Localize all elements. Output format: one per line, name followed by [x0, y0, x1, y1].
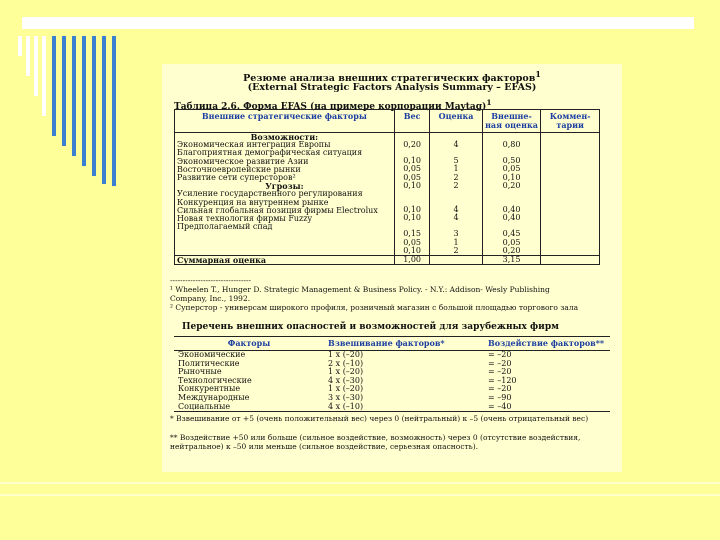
header-weighting: Взвешивание факторов* [324, 337, 484, 351]
table-row: Рыночные 1 x (–20) = –20 [178, 367, 512, 377]
header-impact: Воздействие факторов** [484, 337, 610, 351]
total-label: Суммарная оценка [175, 256, 395, 265]
impact-note: ** Воздействие +50 или больше (сильное воздействие, возможность) через 0 (отсутствие воздействия, нейтральное) к –50 или меньше (сильное воздействие, серьезная опасность). [170, 433, 581, 451]
footnote-1: ¹ Wheelen T., Hunger D. Strategic Management & Business Policy. - N.Y.: Addison- Wesly Publishing Company, Inc., 1992. [170, 285, 550, 303]
foreign-header-row [174, 337, 610, 351]
weight-cell: 0,10 [403, 180, 421, 190]
footnote-rule: -------------------------------- [170, 276, 252, 285]
factor-cell: Новая технология фирмы Fuzzy [177, 214, 312, 224]
factor-cell: Предполагаемый спад [177, 222, 273, 232]
factor-cell: Благоприятная демографическая ситуация [177, 148, 363, 158]
table-row: Политические 2 x (–10) = –20 [178, 358, 512, 368]
score-cell: 0,05 [502, 164, 521, 174]
rating-cell: 1 [453, 237, 459, 247]
threats-heading: Угрозы: [265, 181, 304, 192]
rating-cell: 2 [453, 172, 459, 182]
efas-title-line2: (External Strategic Factors Analysis Summary – EFAS) [247, 82, 537, 93]
header-factor: Факторы [174, 337, 324, 351]
foreign-factors-title: Перечень внешних опасностей и возможностей для зарубежных фирм [182, 322, 559, 332]
weight-cell: 0,20 [403, 140, 421, 149]
weight-cell: 0,05 [403, 237, 421, 247]
scanned-document [162, 64, 622, 472]
rating-cell: 2 [453, 245, 459, 255]
footnote-2: ² Суперстор - универсам широкого профиля, розничный магазин с большой площадью торгового зала [170, 303, 579, 312]
efas-table [174, 109, 600, 265]
factor-cell: Экономическая интеграция Европы [177, 140, 331, 150]
score-cell: 0,20 [502, 245, 521, 255]
rating-cell: 4 [453, 205, 459, 215]
efas-title-line1: Резюме анализа внешних стратегических факторов$^1$ [243, 70, 541, 85]
score-cell: 0,80 [502, 140, 521, 149]
score-cell: 0,40 [502, 213, 521, 223]
score-cell: 0,40 [502, 205, 521, 215]
foreign-factors-table [174, 336, 610, 412]
table-row [175, 133, 600, 256]
decorative-stripes [18, 36, 128, 186]
header-comments: Коммен-тарии [541, 110, 600, 133]
bottom-decorative-lines [0, 482, 720, 496]
efas-header-row [175, 110, 600, 133]
rating-cell: 4 [453, 213, 459, 223]
weight-cell: 0,10 [403, 245, 421, 255]
factor-cell: Усиление государственного регулирования [177, 189, 363, 199]
rating-cell: 2 [453, 180, 459, 190]
weight-cell: 0,10 [403, 156, 421, 166]
table-row: Технологические 4 x (–30) = –120 [178, 375, 517, 385]
table-row: Конкурентные 1 x (–20) = –20 [178, 384, 512, 394]
factor-cell: Экономическое развитие Азии [177, 156, 309, 166]
weight-cell: 0,10 [403, 213, 421, 223]
table-row: Экономические 1 x (–20) = –20 [178, 350, 512, 359]
efas-table-caption: Таблица 2.6. Форма EFAS (на примере корпорации Maytag)$^1$ [174, 98, 492, 112]
total-weight: 1,00 [394, 256, 430, 265]
rating-cell: 5 [453, 156, 459, 166]
weight-cell: 0,10 [403, 205, 421, 215]
score-cell: 0,45 [502, 229, 521, 239]
factor-cell: Развитие сети суперсторов² [177, 173, 296, 183]
table-row: Социальные 4 x (–10) = –40 [174, 403, 610, 412]
opportunities-heading: Возможности: [250, 132, 319, 142]
score-cell: 0,05 [502, 237, 521, 247]
score-cell: 0,10 [502, 172, 521, 182]
weight-cell: 0,05 [403, 172, 421, 182]
weight-cell: 0,15 [403, 229, 421, 239]
factor-cell: Сильная глобальная позиция фирмы Electrolux [177, 205, 378, 215]
total-score: 3,15 [482, 256, 541, 265]
rating-cell: 3 [453, 229, 459, 239]
factor-cell: Восточноевропейские рынки [177, 164, 301, 174]
score-cell: 0,50 [502, 156, 521, 166]
header-weight: Вес [394, 110, 430, 133]
rating-cell: 1 [453, 164, 459, 174]
top-decorative-line [22, 17, 694, 29]
total-row [175, 256, 600, 265]
header-weighted-score: Внешне-ная оценка [482, 110, 541, 133]
table-row: Международные 3 x (–30) = –90 [178, 392, 512, 402]
rating-cell: 4 [453, 140, 459, 149]
score-cell: 0,20 [502, 180, 521, 190]
header-rating: Оценка [430, 110, 482, 133]
weight-cell: 0,05 [403, 164, 421, 174]
factor-cell: Конкуренция на внутреннем рынке [177, 197, 329, 207]
weighting-note: * Взвешивание от +5 (очень положительный вес) через 0 (нейтральный) к –5 (очень отрицательный вес) [170, 414, 589, 423]
header-factors: Внешние стратегические факторы [175, 110, 395, 133]
